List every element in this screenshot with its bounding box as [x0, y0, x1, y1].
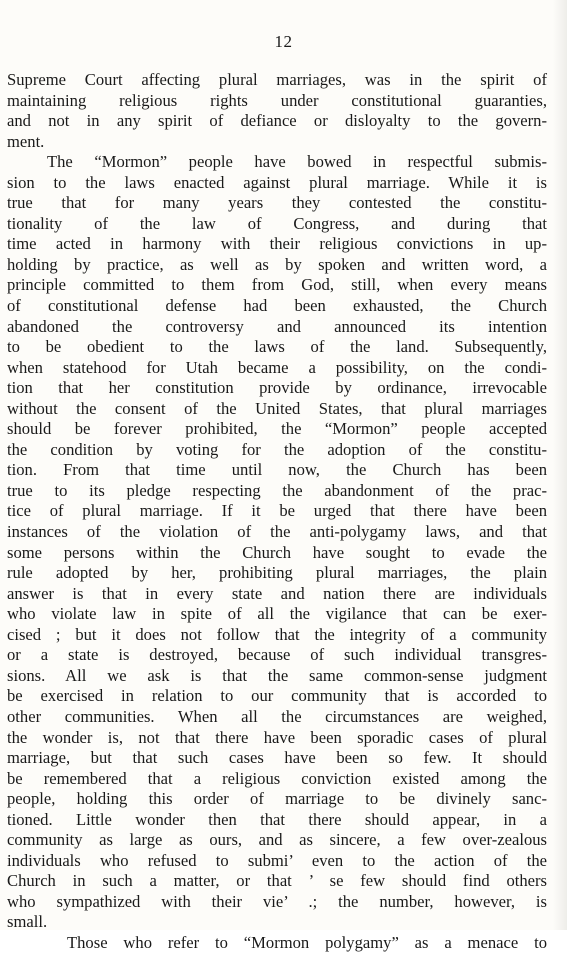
text-line: tion. From that time until now, the Church has been: [7, 460, 547, 480]
text-line: holding by practice, as well as by spoken and written word, a: [7, 254, 547, 274]
text-line: Church in such a matter, or that ’ se few should find others: [7, 871, 547, 891]
text-line: the wonder is, not that there have been sporadic cases of plural: [7, 727, 547, 747]
text-line: tioned. Little wonder then that there should appear, in a: [7, 809, 547, 829]
text-line: when statehood for Utah became a possibility, on the condi-: [7, 357, 547, 377]
text-line: ment.: [7, 131, 45, 151]
text-line: answer is that in every state and nation there are individuals: [7, 583, 547, 603]
text-line: individuals who refused to submi’ even to the action of the: [7, 850, 547, 870]
text-line: time acted in harmony with their religious convictions in up-: [7, 234, 547, 254]
page-number: 12: [274, 32, 293, 51]
text-line: maintaining religious rights under constitutional guaranties,: [7, 90, 547, 110]
text-line: marriage, but that such cases have been so few. It should: [7, 748, 547, 768]
text-line: who violate law in spite of all the vigilance that can be exer-: [7, 604, 547, 624]
text-line: some persons within the Church have sought to evade the: [7, 542, 547, 562]
text-line: small.: [7, 912, 48, 932]
text-line: people, holding this order of marriage to be divinely sanc-: [7, 789, 547, 809]
text-line: principle committed to them from God, still, when every means: [7, 275, 547, 295]
text-line: tice of plural marriage. If it be urged that there have been: [7, 501, 547, 521]
text-line: The “Mormon” people have bowed in respectful submis-: [47, 152, 547, 172]
text-line: be remembered that a religious conviction existed among the: [7, 768, 547, 788]
text-line: be exercised in relation to our community that is accorded to: [7, 686, 547, 706]
text-line: cised ; but it does not follow that the integrity of a community: [7, 624, 547, 644]
scan-edge-shadow: [553, 0, 567, 930]
text-line: tion that her constitution provide by ordinance, irrevocable: [7, 378, 547, 398]
text-line: who sympathized with their vie’ .; the number, however, is: [7, 891, 547, 911]
text-line: true that for many years they contested the constitu-: [7, 193, 547, 213]
text-line: tionality of the law of Congress, and during that: [7, 213, 547, 233]
text-line: the condition by voting for the adoption of the constitu-: [7, 439, 547, 459]
text-line: to be obedient to the laws of the land. Subsequently,: [7, 337, 547, 357]
text-line: true to its pledge respecting the abandonment of the prac-: [7, 480, 547, 500]
text-line: sion to the laws enacted against plural marriage. While it is: [7, 172, 547, 192]
text-line: Supreme Court affecting plural marriages, was in the spirit of: [7, 70, 547, 89]
text-line: abandoned the controversy and announced its intention: [7, 316, 547, 336]
text-line: Those who refer to “Mormon polygamy” as a menace to: [67, 932, 547, 952]
text-line: community as large as ours, and as sincere, a few over-zealous: [7, 830, 547, 850]
body-text: [7, 70, 547, 954]
text-line: of constitutional defense had been exhausted, the Church: [7, 296, 547, 316]
text-line: other communities. When all the circumstances are weighed,: [7, 706, 547, 726]
text-line: rule adopted by her, prohibiting plural marriages, the plain: [7, 563, 547, 583]
text-line: instances of the violation of the anti-polygamy laws, and that: [7, 522, 547, 542]
text-line: sions. All we ask is that the same common-sense judgment: [7, 665, 547, 685]
text-line: without the consent of the United States, that plural marriages: [7, 398, 547, 418]
text-line: and not in any spirit of defiance or disloyalty to the govern-: [7, 111, 547, 131]
text-line: or a state is destroyed, because of such individual transgres-: [7, 645, 547, 665]
text-line: should be forever prohibited, the “Mormon” people accepted: [7, 419, 547, 439]
